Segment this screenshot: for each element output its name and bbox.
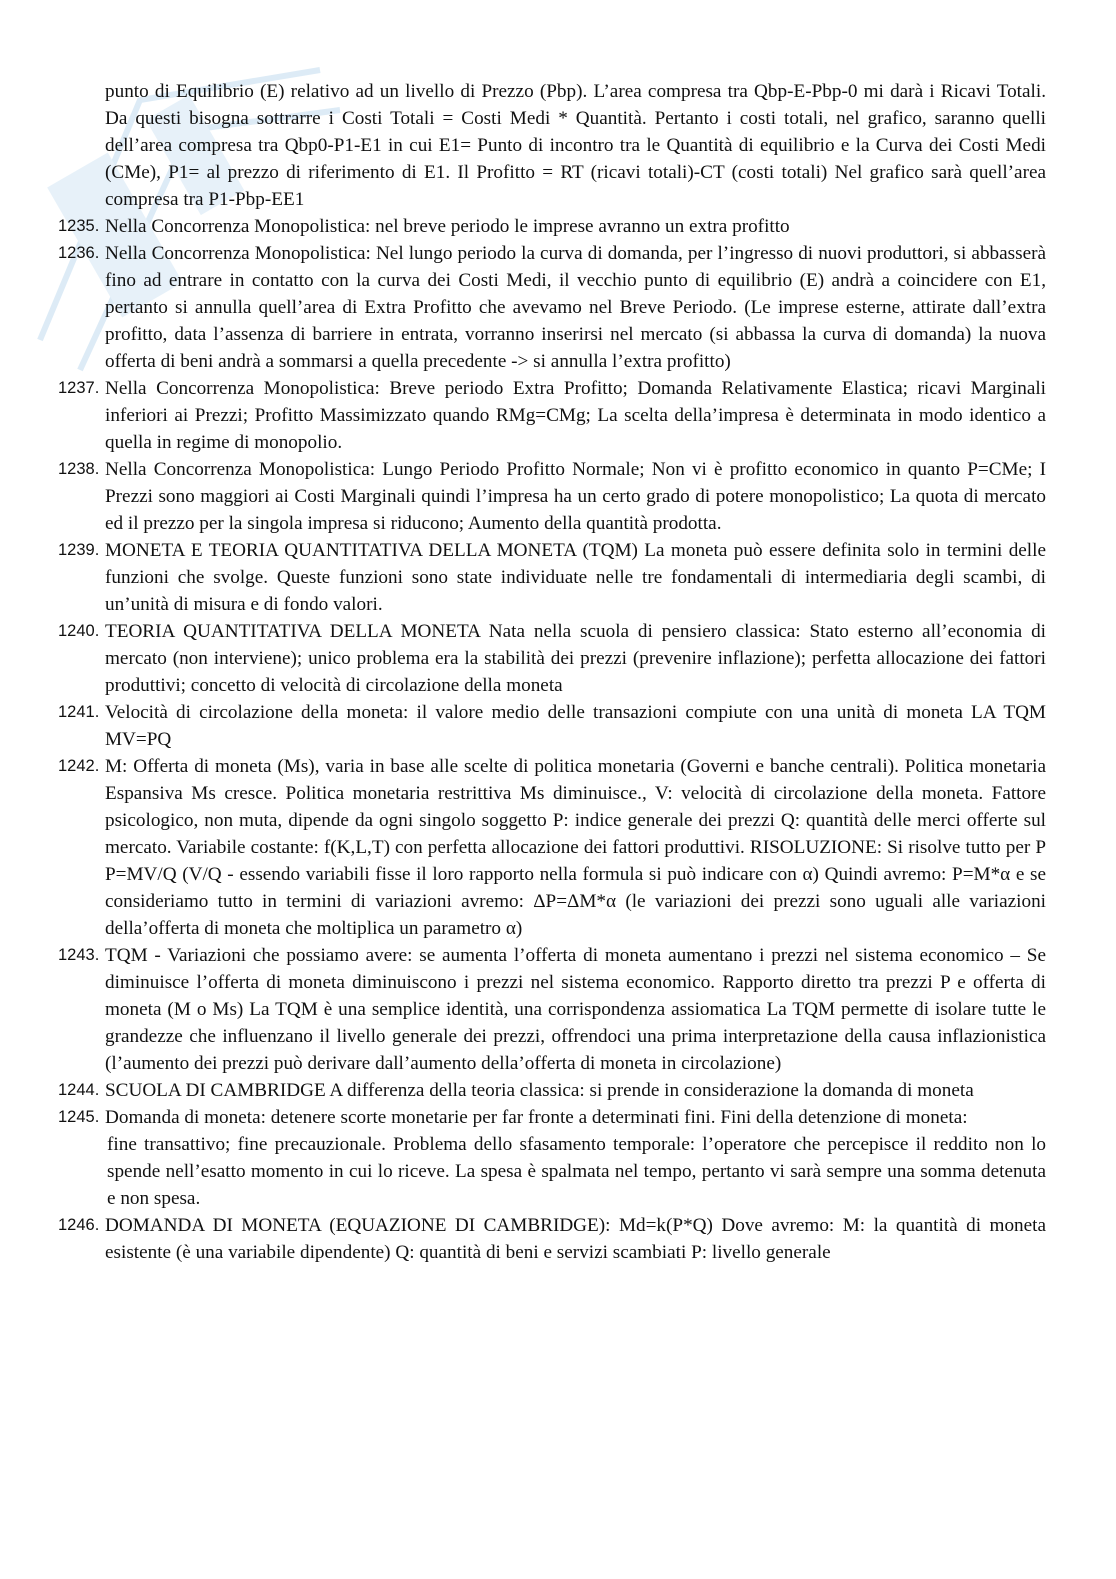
- item-number: 1242.: [58, 757, 100, 775]
- item-text: Velocità di circolazione della moneta: il valore medio delle transazioni compiute con una unità di moneta LA TQM MV=PQ: [105, 702, 1046, 750]
- list-item: [58, 375, 1046, 456]
- list-item: [58, 1104, 1046, 1131]
- item-number: 1239.: [58, 541, 100, 559]
- item-text: TEORIA QUANTITATIVA DELLA MONETA Nata nella scuola di pensiero classica: Stato esterno all’economia di mercato (non interviene); unico problema era la stabilità dei prezzi (prevenire inflazione); perfetta allocazione dei fattori produttivi; concetto di velocità di circolazione della moneta: [105, 621, 1046, 696]
- list-item: [58, 942, 1046, 1077]
- item-number: 1235.: [58, 217, 100, 235]
- item-number: 1245.: [58, 1108, 100, 1126]
- list-item: [58, 699, 1046, 753]
- item-number: 1243.: [58, 946, 100, 964]
- list-item: [58, 213, 1046, 240]
- item-text: Nella Concorrenza Monopolistica: Nel lungo periodo la curva di domanda, per l’ingresso di nuovi produttori, si abbasserà fino ad entrare in contatto con la curva dei Costi Medi, il vecchio punto di equilibrio (E) andrà a coincidere con E1, pertanto si annulla quell’area di Extra Profitto che avevamo nel Breve Periodo. (Le imprese esterne, attirate dall’extra profitto, data l’assenza di barriere in entrata, vorranno inserirsi nel mercato (si abbassa la curva di domanda) la nuova offerta di beni andrà a sommarsi a quella precedente -> si annulla l’extra profitto): [105, 243, 1046, 372]
- item-number: 1236.: [58, 244, 100, 262]
- list-item: [58, 753, 1046, 942]
- list-item: [58, 456, 1046, 537]
- item-number: 1246.: [58, 1216, 100, 1234]
- item-number: 1244.: [58, 1081, 100, 1099]
- list-item: [58, 1212, 1046, 1266]
- list-item: [58, 1077, 1046, 1104]
- item-text: Nella Concorrenza Monopolistica: Lungo Periodo Profitto Normale; Non vi è profitto economico in quanto P=CMe; I Prezzi sono maggiori ai Costi Marginali quindi l’impresa ha un certo grado di potere monopolistico; La quota di mercato ed il prezzo per la singola impresa si riducono; Aumento della quantità prodotta.: [105, 459, 1046, 534]
- item-number: 1240.: [58, 622, 100, 640]
- item-text: SCUOLA DI CAMBRIDGE A differenza della teoria classica: si prende in considerazione la domanda di moneta: [105, 1080, 974, 1101]
- item-number: 1237.: [58, 379, 100, 397]
- list-item: [58, 537, 1046, 618]
- item-text: Domanda di moneta: detenere scorte monetarie per far fronte a determinati fini. Fini della detenzione di moneta:: [105, 1107, 968, 1128]
- item-continuation: fine transattivo; fine precauzionale. Problema dello sfasamento temporale: l’operatore che percepisce il reddito non lo spende nell’esatto momento in cui lo riceve. La spesa è spalmata nel tempo, pertanto vi sarà sempre una somma detenuta e non spesa.: [107, 1134, 1046, 1209]
- item-text: TQM - Variazioni che possiamo avere: se aumenta l’offerta di moneta aumentano i prezzi nel sistema economico – Se diminuisce l’offerta di moneta diminuiscono i prezzi nel sistema economico. Rapporto diretto tra prezzi P e offerta di moneta (M o Ms) La TQM è una semplice identità, una corrispondenza assiomatica La TQM permette di isolare tutte le grandezze che influenzano il livello generale dei prezzi, offrendoci una prima interpretazione della causa inflazionistica (l’aumento dei prezzi può derivare dall’aumento della’offerta di moneta in circolazione): [105, 945, 1046, 1074]
- item-text: Nella Concorrenza Monopolistica: nel breve periodo le imprese avranno un extra profitto: [105, 216, 790, 237]
- item-text: M: Offerta di moneta (Ms), varia in base alle scelte di politica monetaria (Governi e banche centrali). Politica monetaria Espansiva Ms cresce. Politica monetaria restrittiva Ms diminuisce., V: velocità di circolazione della moneta. Fattore psicologico, non muta, dipende da ogni singolo soggetto P: indice generale dei prezzi Q: quantità delle merci offerte sul mercato. Variabile costante: f(K,L,T) con perfetta allocazione dei fattori produttivi. RISOLUZIONE: Si risolve tutto per P P=MV/Q (V/Q - essendo variabili fisse il loro rapporto nella formula si può indicare con α) Quindi avremo: P=M*α e se consideriamo tutto in termini di variazioni avremo: ΔP=ΔM*α (le variazioni dei prezzi sono uguali alle variazioni della’offerta di moneta che moltiplica un parametro α): [105, 756, 1046, 939]
- list-item: [58, 240, 1046, 375]
- item-text: DOMANDA DI MONETA (EQUAZIONE DI CAMBRIDGE): Md=k(P*Q) Dove avremo: M: la quantità di moneta esistente (è una variabile dipendente) Q: quantità di beni e servizi scambiati P: livello generale: [105, 1215, 1046, 1263]
- item-number: 1241.: [58, 703, 100, 721]
- item-text: Nella Concorrenza Monopolistica: Breve periodo Extra Profitto; Domanda Relativamente Elastica; ricavi Marginali inferiori ai Prezzi; Profitto Massimizzato quando RMg=CMg; La scelta della’impresa è determinata in modo identico a quella in regime di monopolio.: [105, 378, 1046, 453]
- item-text: MONETA E TEORIA QUANTITATIVA DELLA MONETA (TQM) La moneta può essere definita solo in termini delle funzioni che svolge. Queste funzioni sono state individuate nelle tre fondamentali di intermediaria degli scambi, di un’unità di misura e di fondo valori.: [105, 540, 1046, 615]
- intro-paragraph: punto di Equilibrio (E) relativo ad un livello di Prezzo (Pbp). L’area compresa tra Qbp-E-Pbp-0 mi darà i Ricavi Totali. Da questi bisogna sottrarre i Costi Totali = Costi Medi * Quantità. Pertanto i costi totali, nel grafico, saranno quelli dell’area compresa tra Qbp0-P1-E1 in cui E1= Punto di incontro tra le Quantità di equilibrio e la Curva dei Costi Medi (CMe), P1= al prezzo di riferimento di E1. Il Profitto = RT (ricavi totali)-CT (costi totali) Nel grafico sarà quell’area compresa tra P1-Pbp-EE1: [105, 81, 1046, 210]
- item-number: 1238.: [58, 460, 100, 478]
- list-item: [58, 618, 1046, 699]
- document-page: [0, 78, 1116, 1266]
